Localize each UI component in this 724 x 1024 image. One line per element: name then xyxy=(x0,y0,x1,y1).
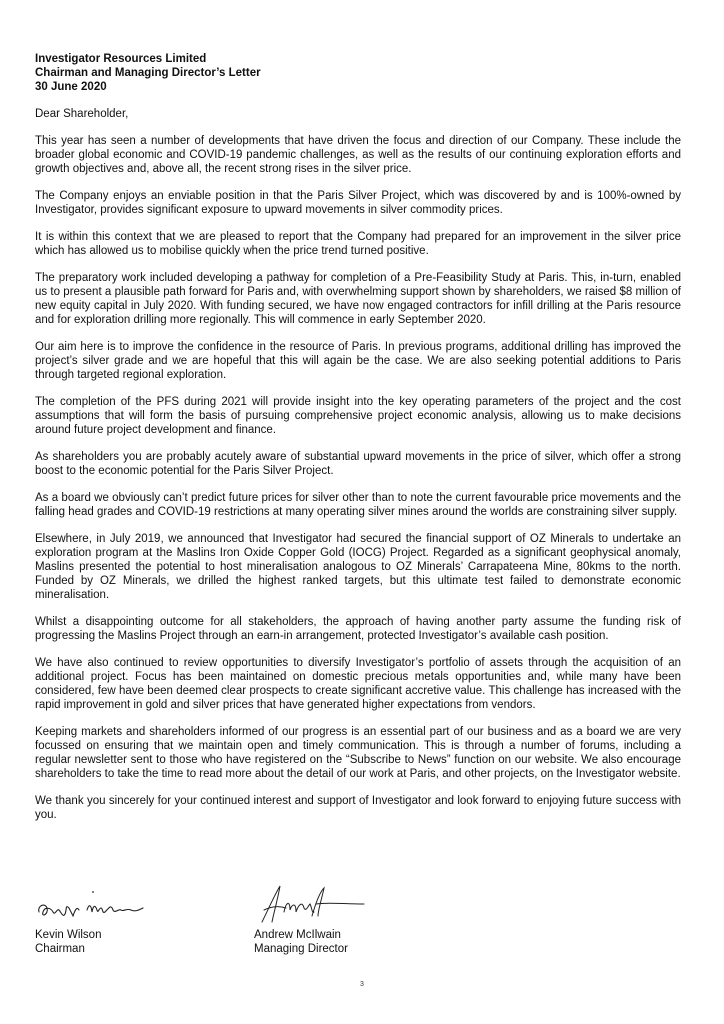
paragraph: The Company enjoys an enviable position in that the Paris Silver Project, which was discovered by and is 100%-owned by Investigator, provides significant exposure to upward movements in silver commodity prices. xyxy=(35,190,681,216)
paragraph: This year has seen a number of developments that have driven the focus and direction of our Company. These include the broader global economic and COVID-19 pandemic challenges, as well as the results of our continuing exploration efforts and growth objectives and, above all, the recent strong rises in the silver price. xyxy=(35,135,681,175)
signature-section xyxy=(35,882,681,962)
paragraph: Our aim here is to improve the confidence in the resource of Paris. In previous programs, additional drilling has improved the project’s silver grade and we are hopeful that this will again be the case. We are also seeking potential additions to Paris through targeted regional exploration. xyxy=(35,341,681,381)
company-name: Investigator Resources Limited xyxy=(35,53,207,65)
signature-block-managing-director xyxy=(254,882,454,956)
paragraph: As shareholders you are probably acutely aware of substantial upward movements in the price of silver, which offer a strong boost to the economic potential for the Paris Silver Project. xyxy=(35,451,681,477)
paragraph: The preparatory work included developing a pathway for completion of a Pre-Feasibility Study at Paris. This, in-turn, enabled us to present a plausible path forward for Paris and, with overwhelming support shown by shareholders, we raised $8 million of new equity capital in July 2020. With funding secured, we have now engaged contractors for infill drilling at the Paris resource and for exploration drilling more regionally. This will commence in early September 2020. xyxy=(35,272,681,326)
signatory-title: Chairman xyxy=(35,943,85,955)
paragraph: Keeping markets and shareholders informed of our progress is an essential part of our business and as a board we are very focussed on ensuring that we maintain open and timely communication. This is through a number of forums, including a regular newsletter sent to those who have registered on the “Subscribe to News” function on our website. We also encourage shareholders to take the time to read more about the detail of our work at Paris, and other projects, on the Investigator website. xyxy=(35,726,681,780)
paragraph: As a board we obviously can’t predict future prices for silver other than to note the current favourable price movements and the falling head grades and COVID-19 restrictions at many operating silver mines around the worlds are constraining silver supply. xyxy=(35,492,681,518)
managing-director-signature-icon xyxy=(254,882,374,928)
signatory-name: Kevin Wilson xyxy=(35,929,102,941)
chairman-signature-icon xyxy=(35,882,165,928)
paragraph: Whilst a disappointing outcome for all stakeholders, the approach of having another party assume the funding risk of progressing the Maslins Project through an earn-in arrangement, protected Investigator’s available cash position. xyxy=(35,616,681,642)
signature-block-chairman xyxy=(35,882,235,956)
signatory-name: Andrew McIlwain xyxy=(254,929,341,941)
letter-date: 30 June 2020 xyxy=(35,81,107,93)
page-number: 3 xyxy=(360,981,364,988)
paragraph: It is within this context that we are pleased to report that the Company had prepared for an improvement in the silver price which has allowed us to mobilise quickly when the price trend turned positive. xyxy=(35,231,681,257)
letter-title: Chairman and Managing Director’s Letter xyxy=(35,67,261,79)
salutation: Dear Shareholder, xyxy=(35,108,129,120)
letter-body xyxy=(35,52,681,822)
paragraph: We thank you sincerely for your continued interest and support of Investigator and look forward to enjoying future success with you. xyxy=(35,795,681,821)
paragraph: The completion of the PFS during 2021 will provide insight into the key operating parameters of the project and the cost assumptions that will form the basis of pursuing comprehensive project economic analysis, allowing us to make decisions around future project development and finance. xyxy=(35,396,681,436)
signatory-title: Managing Director xyxy=(254,943,348,955)
paragraph: Elsewhere, in July 2019, we announced that Investigator had secured the financial support of OZ Minerals to undertake an exploration program at the Maslins Iron Oxide Copper Gold (IOCG) Project. Regarded as a significant geophysical anomaly, Maslins presented the potential to host mineralisation analogous to OZ Minerals’ Carrapateena Mine, 80kms to the north. Funded by OZ Minerals, we drilled the highest ranked targets, but this ultimate test failed to demonstrate economic mineralisation. xyxy=(35,533,681,601)
paragraph: We have also continued to review opportunities to diversify Investigator’s portfolio of assets through the acquisition of an additional project. Focus has been maintained on domestic precious metals opportunities and, while many have been considered, few have been deemed clear prospects to create significant accretive value. This challenge has increased with the rapid improvement in gold and silver prices that have generated higher expectations from vendors. xyxy=(35,657,681,711)
